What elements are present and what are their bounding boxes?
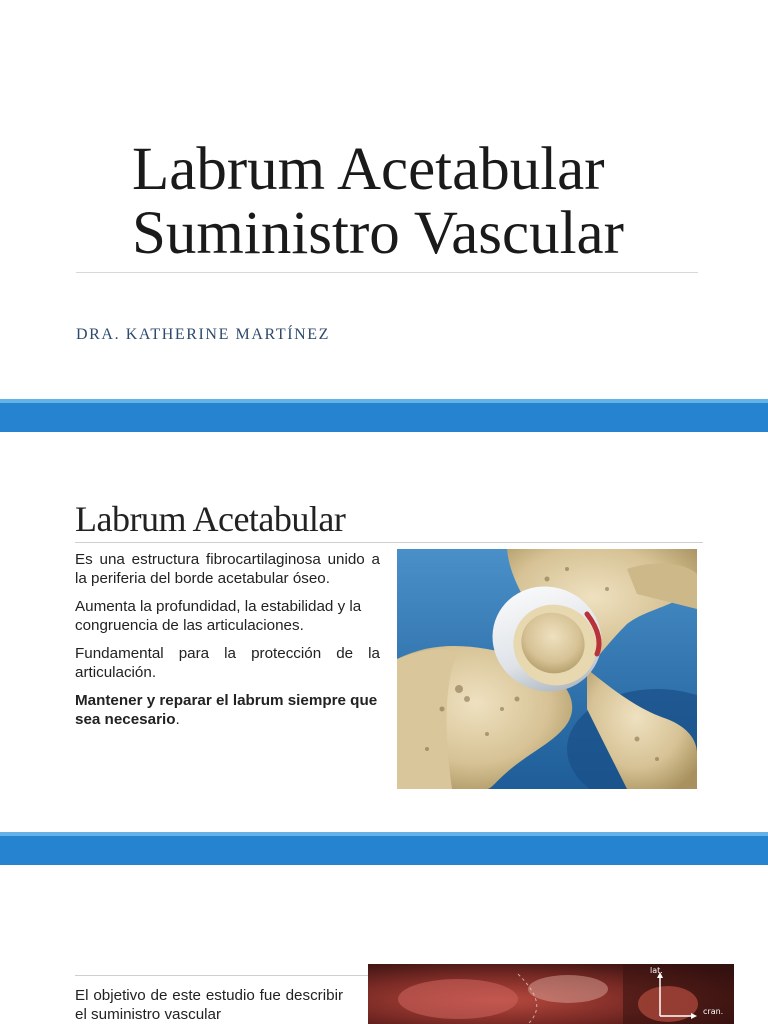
- study-body-text: [75, 986, 343, 1024]
- axis-label-lat: lat.: [650, 966, 663, 975]
- slide-body-text: [75, 551, 380, 739]
- surgical-image: [368, 964, 734, 1024]
- paragraph-emphasis: [75, 692, 380, 729]
- slide-separator-band: [0, 399, 768, 432]
- slide-separator-band-2: [0, 832, 768, 865]
- paragraph-2: Aumenta la profundidad, la estabilidad y la congruencia de las articulaciones.: [75, 598, 362, 634]
- slide-divider: [75, 975, 368, 976]
- hip-joint-image: [397, 549, 697, 789]
- emphasis-bold-text: Mantener y reparar el labrum siempre que sea necesario: [75, 692, 378, 728]
- title-slide: [0, 0, 768, 398]
- study-slide: [0, 866, 768, 1024]
- title-line-1: Labrum Acetabular: [132, 136, 605, 203]
- axis-label-cran: cran.: [703, 1007, 724, 1016]
- paragraph-1: Es una estructura fibrocartilaginosa unido a la periferia del borde acetabular óseo.: [75, 551, 380, 587]
- presentation-title: [132, 138, 624, 266]
- study-paragraph: El objetivo de este estudio fue describir el suministro vascular: [75, 987, 343, 1023]
- emphasis-tail: .: [175, 710, 180, 728]
- title-line-2: Suministro Vascular: [132, 200, 624, 267]
- slide-title-divider: [75, 542, 703, 543]
- labrum-slide: [0, 433, 768, 831]
- title-divider: [76, 272, 698, 273]
- slide-title: Labrum Acetabular: [75, 499, 346, 539]
- surgical-photo: [368, 964, 734, 1024]
- hip-joint-illustration: [397, 549, 697, 789]
- author-name: DRA. KATHERINE MARTÍNEZ: [76, 326, 331, 343]
- paragraph-3: Fundamental para la protección de la articulación.: [75, 645, 380, 681]
